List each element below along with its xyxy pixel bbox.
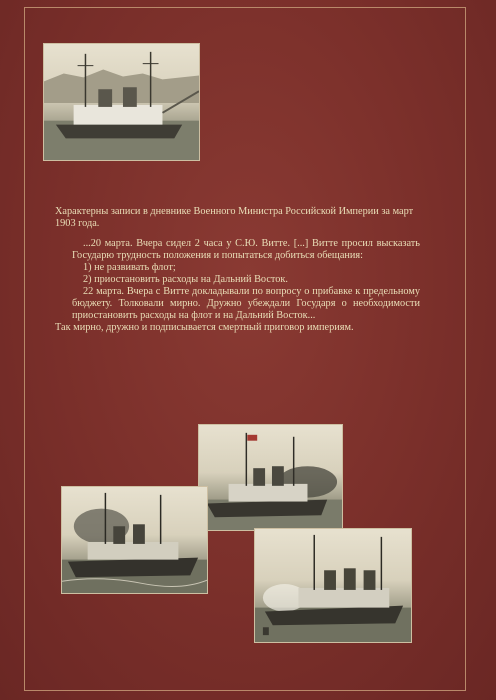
quote-paragraph-march-22: 22 марта. Вчера с Витте докладывали по вопросу о прибавке к предельному бюджету. Толковали мирно. Дружно убеждали Государя о необходимости приостановить расходы на флот и на Дальний Восток... xyxy=(72,286,420,321)
intro-paragraph: Характерны записи в дневнике Военного Министра Российской Империи за март 1903 года. xyxy=(55,206,414,229)
warship-illustration xyxy=(199,425,342,530)
quote-list-item-1: 1) не развивать флот; xyxy=(83,262,176,273)
warship-illustration xyxy=(44,44,199,160)
warship-photo-middle xyxy=(198,424,343,531)
warship-illustration xyxy=(62,487,207,593)
body-text xyxy=(55,206,420,334)
diary-quote xyxy=(72,238,420,322)
warship-illustration xyxy=(255,529,411,642)
conclusion-paragraph: Так мирно, дружно и подписывается смертный приговор империям. xyxy=(55,322,354,333)
quote-list-item-2: 2) приостановить расходы на Дальний Восток. xyxy=(83,274,288,285)
warship-photo-left xyxy=(61,486,208,594)
quote-paragraph-march-20: ...20 марта. Вчера сидел 2 часа у С.Ю. Витте. [...] Витте просил высказать Государю трудность положения и попытаться добиться обещания: xyxy=(72,238,420,261)
warship-photo-bottom xyxy=(254,528,412,643)
warship-photo-top xyxy=(43,43,200,161)
